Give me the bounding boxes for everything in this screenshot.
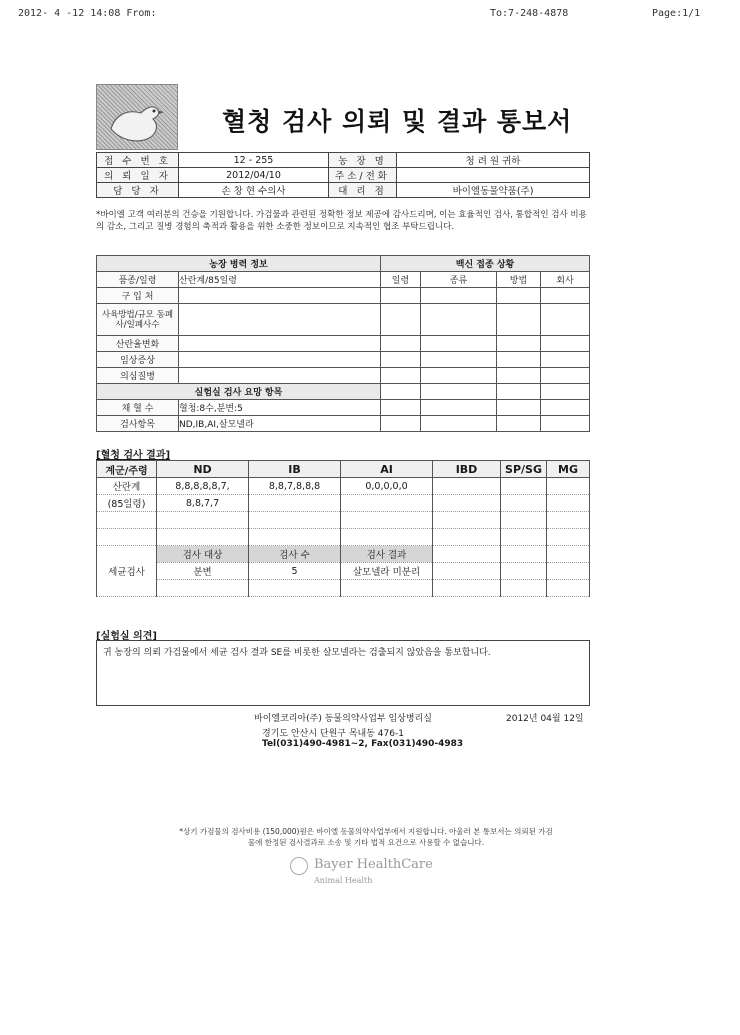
- vaccine-col-age: 일령: [381, 272, 421, 288]
- result-ai-line1: 0,0,0,0,0: [341, 478, 433, 495]
- bacteria-count: 5: [249, 563, 341, 580]
- history-value: [179, 288, 381, 304]
- bacteria-target: 분변: [157, 563, 249, 580]
- farm-history-table: [96, 255, 590, 432]
- results-col-ai: AI: [341, 461, 433, 478]
- history-label: 품종/일령: [97, 272, 179, 288]
- history-value: 산란계/85일령: [179, 272, 381, 288]
- agency-label: 대 리 점: [329, 183, 397, 198]
- result-nd-line2: 8,8,7,7: [157, 495, 249, 512]
- request-date-label: 의 뢰 일 자: [97, 168, 179, 183]
- bacteria-result: 살모넬라 미분리: [341, 563, 433, 580]
- history-label: 구 입 처: [97, 288, 179, 304]
- receipt-no-label: 접 수 번 호: [97, 153, 179, 168]
- bacteria-test-label: 세균검사: [97, 546, 157, 597]
- results-col-ib: IB: [249, 461, 341, 478]
- opinion-box: [96, 640, 590, 706]
- history-value: [179, 304, 381, 336]
- lab-request-value: ND,IB,AI,살모넬라: [179, 416, 381, 432]
- lab-request-value: 혈청:8수,분변:5: [179, 400, 381, 416]
- footer-date: 2012년 04월 12일: [506, 714, 584, 724]
- opinion-section-label: [실험실 의견]: [96, 631, 157, 642]
- results-section-label: [혈청 검사 결과]: [96, 450, 171, 461]
- receipt-no-value: 12 - 255: [179, 153, 329, 168]
- history-value: [179, 352, 381, 368]
- lab-request-label: 채 혈 수: [97, 400, 179, 416]
- manager-label: 담 당 자: [97, 183, 179, 198]
- history-label: 산란율변화: [97, 336, 179, 352]
- results-col-group: 계군/주령: [97, 461, 157, 478]
- bottom-note: *상기 가검물의 검사비용 (150,000)원은 바이엘 동물의약사업부에서 지원합니다. 아울러 본 통보서는 의뢰된 가검물에 한정된 검사결과로 소송 및 기타 법적 요건으로 사용할 수 없습니다.: [179, 827, 553, 847]
- result-ib-line1: 8,8,7,8,8,8: [249, 478, 341, 495]
- fax-timestamp: 2012- 4 -12 14:08 From:: [18, 8, 157, 19]
- bacteria-col-count: 검사 수: [249, 546, 341, 563]
- vaccine-col-company: 회사: [541, 272, 590, 288]
- results-col-ibd: IBD: [433, 461, 501, 478]
- footer-org: 바이엘코리아(주) 동물의약사업부 임상병리실: [254, 714, 432, 724]
- fax-page: Page:1/1: [652, 8, 701, 19]
- history-label: 임상증상: [97, 352, 179, 368]
- history-label: 사육방법/규모 동폐사/일폐사수: [97, 304, 179, 336]
- bacteria-col-target: 검사 대상: [157, 546, 249, 563]
- request-info-table: [96, 152, 590, 198]
- footer-tel: Tel(031)490-4981~2, Fax(031)490-4983: [262, 739, 464, 749]
- address-value: [397, 168, 590, 183]
- result-group-age: (85일령): [97, 495, 157, 512]
- farm-name-value: 청 려 원 귀하: [397, 153, 590, 168]
- page-title: 혈청 검사 의뢰 및 결과 통보서: [222, 107, 573, 136]
- vaccine-header: 백신 접종 상황: [381, 256, 590, 272]
- lab-request-label: 검사항목: [97, 416, 179, 432]
- bayer-logo-tagline: Animal Health: [314, 876, 373, 885]
- history-value: [179, 336, 381, 352]
- history-label: 의심질병: [97, 368, 179, 384]
- results-col-nd: ND: [157, 461, 249, 478]
- manager-value: 손 창 현 수의사: [179, 183, 329, 198]
- bayer-logo-name: Bayer HealthCare: [314, 857, 433, 872]
- farm-name-label: 농 장 명: [329, 153, 397, 168]
- result-nd-line1: 8,8,8,8,8,7,: [157, 478, 249, 495]
- results-col-mg: MG: [547, 461, 590, 478]
- history-value: [179, 368, 381, 384]
- result-group-name: 산란계: [97, 478, 157, 495]
- address-label: 주소/전화: [329, 168, 397, 183]
- vaccine-col-method: 방법: [497, 272, 541, 288]
- footer-address: 경기도 안산시 단원구 목내동 476-1: [262, 729, 404, 739]
- fax-recipient: To:7-248-4878: [490, 8, 569, 19]
- agency-value: 바이엘동물약품(주): [397, 183, 590, 198]
- fax-header: [0, 8, 740, 22]
- chicken-logo-icon: [96, 84, 178, 150]
- farm-history-header: 농장 병력 정보: [97, 256, 381, 272]
- lab-request-header: 실험실 검사 요망 항목: [97, 384, 381, 400]
- bacteria-col-result: 검사 결과: [341, 546, 433, 563]
- opinion-text: 귀 농장의 의뢰 가검물에서 세균 검사 결과 SE를 비롯한 살모넬라는 검출되지 않았음을 통보합니다.: [103, 648, 491, 658]
- notice-text: *바이엘 고객 여러분의 건승을 기원합니다. 가검물과 관련된 정확한 정보 제공에 감사드리며, 이는 효율적인 검사, 통합적인 검사 비용의 감소, 그리고 질병 경험의 축적과 활용을 위한 소중한 정보이므로 지속적인 협조 부탁드립니다.: [96, 210, 587, 232]
- vaccine-col-type: 종류: [421, 272, 497, 288]
- bayer-circle-icon: [290, 857, 308, 875]
- bayer-logo: [290, 855, 440, 895]
- request-date-value: 2012/04/10: [179, 168, 329, 183]
- serology-results-table: [96, 460, 590, 597]
- results-col-spsg: SP/SG: [501, 461, 547, 478]
